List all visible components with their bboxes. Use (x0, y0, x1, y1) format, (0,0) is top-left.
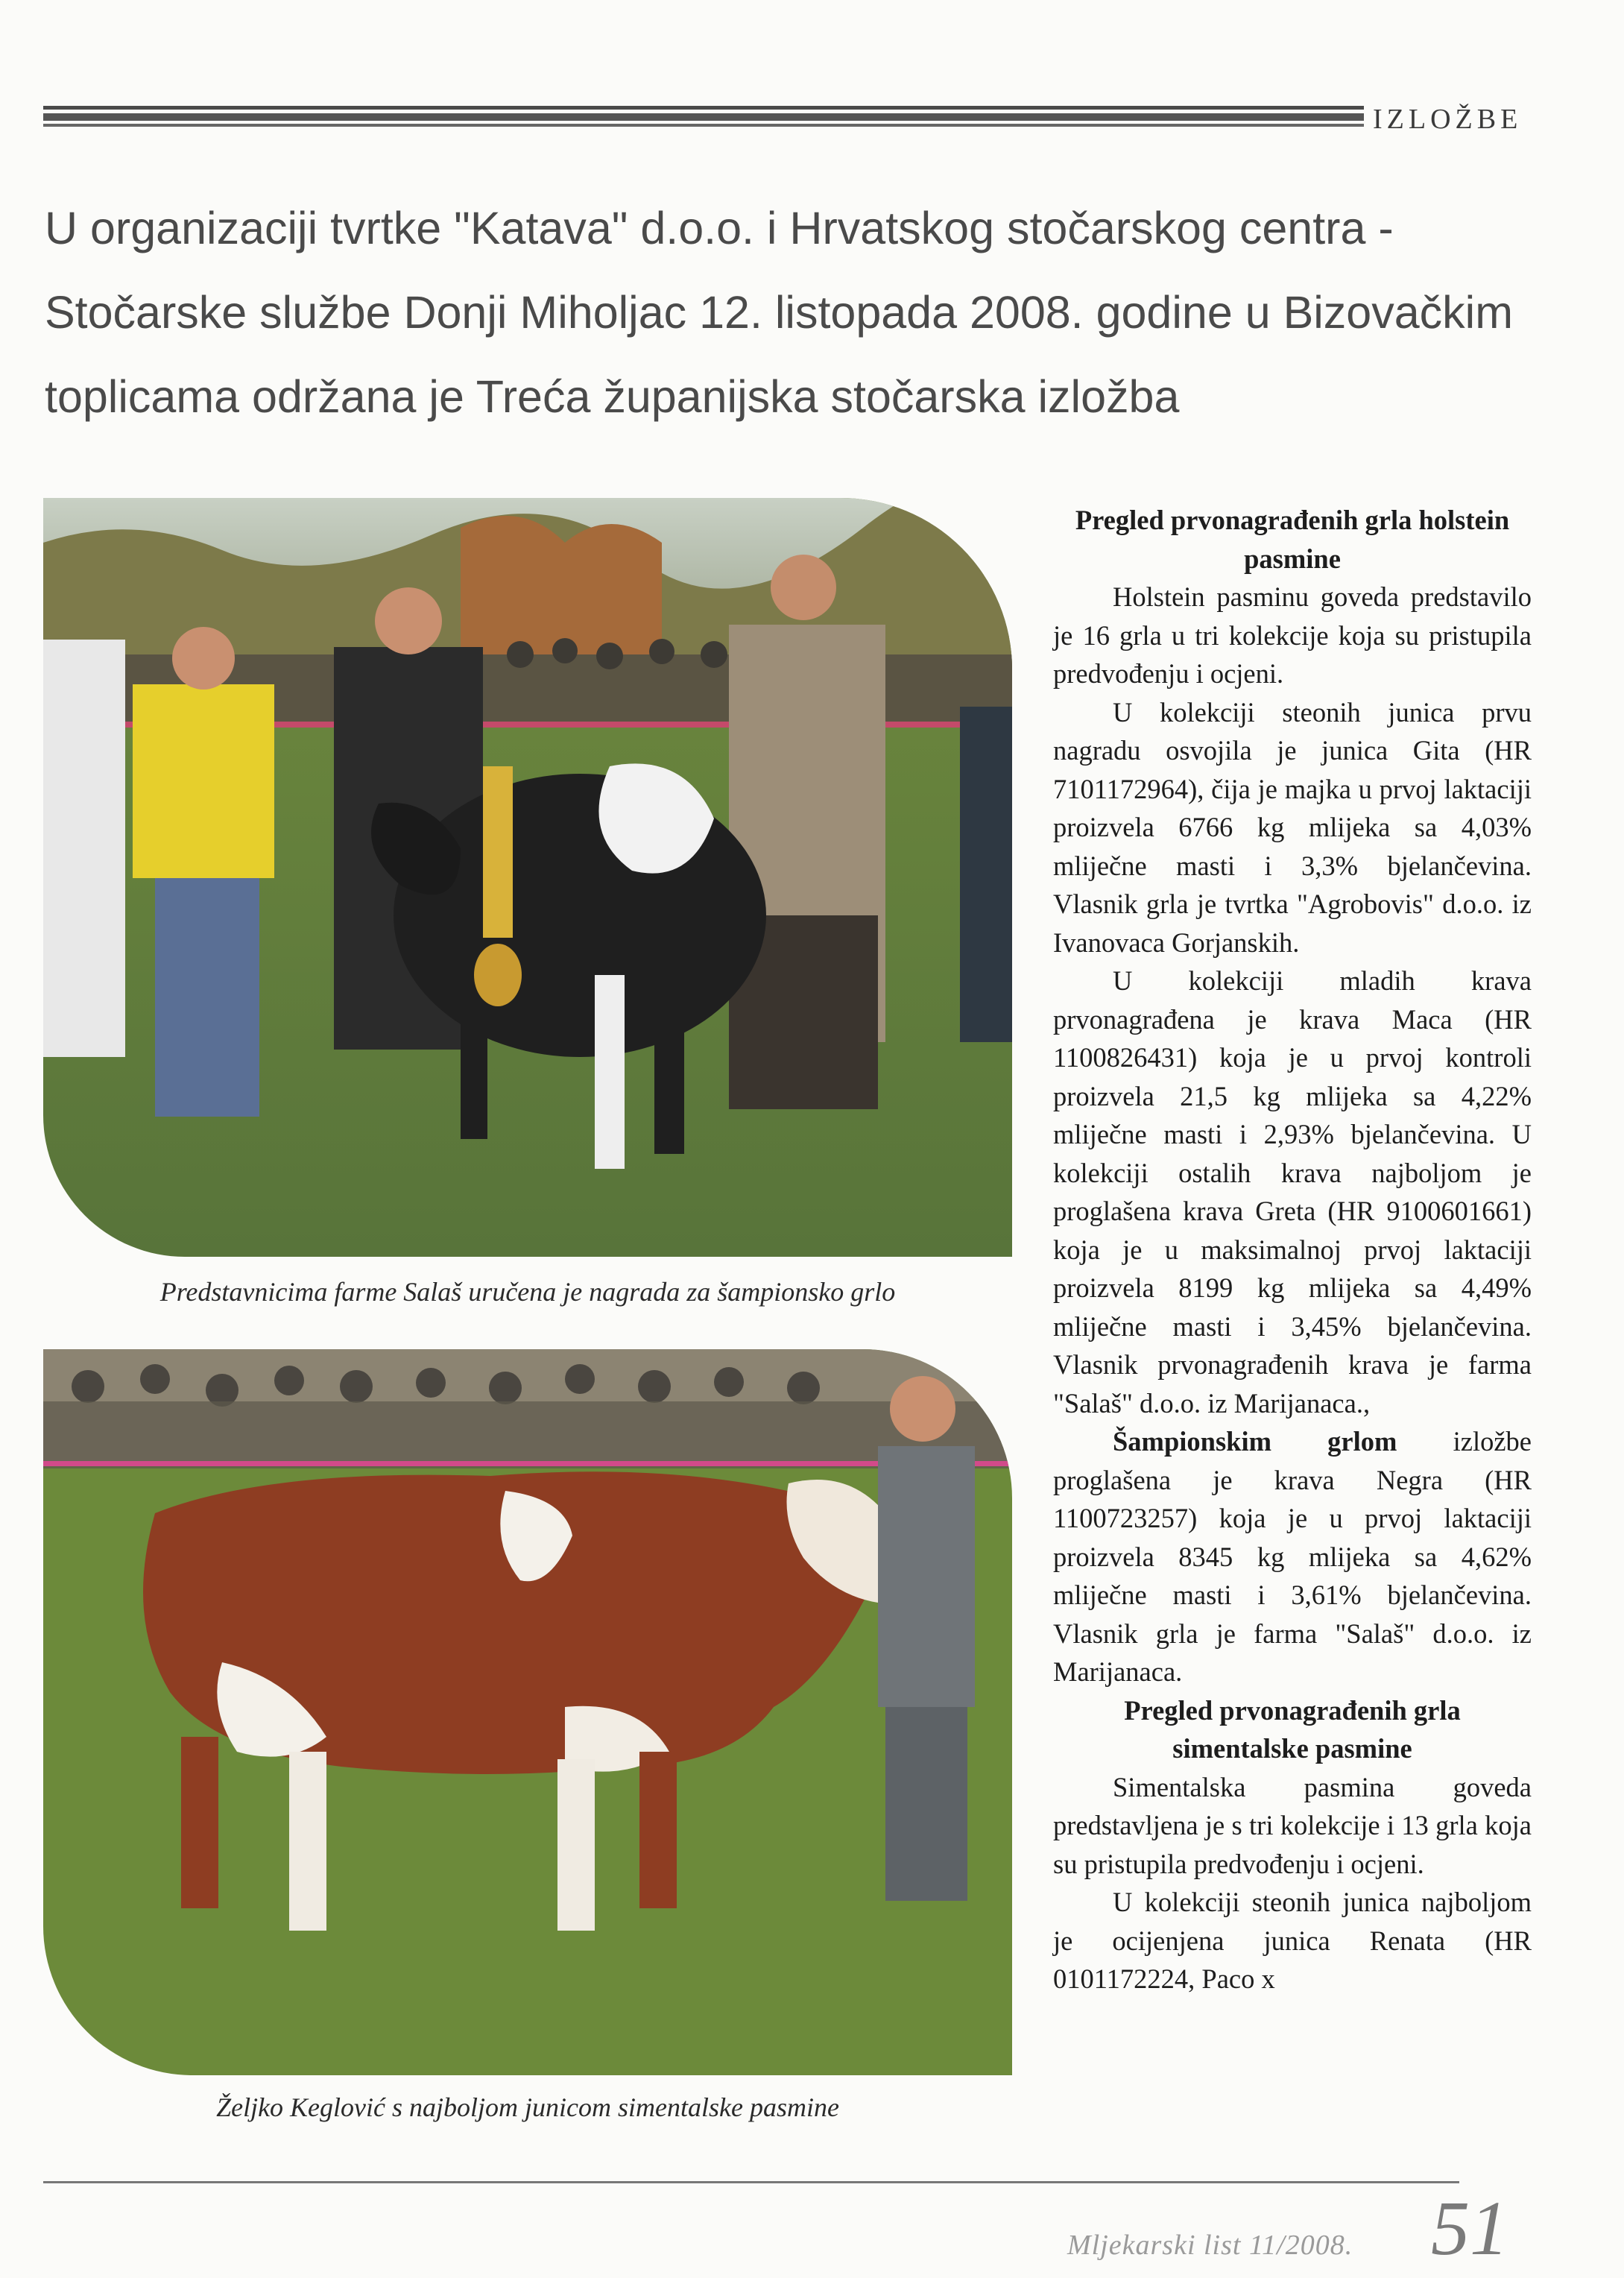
footer-rule (43, 2181, 1459, 2183)
article-column (1053, 501, 1532, 1998)
header-rule-bottom (43, 124, 1364, 127)
simental-heading: Pregled prvonagrađenih grla simentalske pasmine (1124, 1694, 1461, 1764)
header-rule-middle (43, 113, 1364, 121)
header-rule-top (43, 106, 1364, 110)
photo-holstein-image (43, 498, 1012, 1257)
footer-journal: Mljekarski list 11/2008. (1067, 2230, 1353, 2261)
headline: U organizaciji tvrtke "Katava" d.o.o. i Hrvatskog stočarskog centra - Stočarske službe Donji Miholjac 12. listopada 2008. godine u Bizovačkim toplicama održana je Treća županijska stočarska izložba (45, 203, 1514, 422)
article-paragraph: U kolekciji mladih krava prvonagrađena je krava Maca (HR 1100826431) koja je u prvoj kontroli proizvela 21,5 kg mlijeka sa 4,22% mliječne masti i 2,93% bjelančevina. U kolekciji ostalih krava najboljom je proglašena krava Greta (HR 9100601661) koja je u maksimalnoj prvoj laktaciji proizvela 8199 kg mlijeka sa 4,49% mliječne masti i 3,45% bjelančevina. Vlasnik prvonagrađenih krava je farma "Salaš" d.o.o. iz Marijanaca., (1053, 965, 1532, 1419)
photo-caption-simental: Željko Keglović s najboljom junicom simentalske pasmine (216, 2092, 839, 2122)
photo-simental-heifer (43, 1349, 1012, 2075)
article-paragraph: Šampionskim grlom izložbe proglašena je krava Negra (HR 1100723257) koja je u prvoj laktaciji proizvela 8345 kg mlijeka sa 4,62% mliječne masti i 3,61% bjelančevina. Vlasnik grla je farma "Salaš" d.o.o. iz Marijanaca. (1053, 1426, 1532, 1687)
photo-caption-holstein: Predstavnicima farme Salaš uručena je nagrada za šampionsko grlo (159, 1277, 896, 1307)
page-number: 51 (1431, 2186, 1508, 2271)
article-paragraph: Holstein pasminu goveda predstavilo je 16 grla u tri kolekcije koja su pristupila predvođenju i ocjeni. (1053, 581, 1532, 689)
article-paragraph: U kolekciji steonih junica najboljom je ocijenjena junica Renata (HR 0101172224, Paco x (1053, 1887, 1532, 1994)
champion-highlight: Šampionskim grlom (1113, 1426, 1397, 1457)
holstein-heading: Pregled prvonagrađenih grla holstein pasmine (1075, 505, 1510, 574)
photo-simental-image (43, 1349, 1012, 2075)
article-paragraph: Simentalska pasmina goveda predstavljena je s tri kolekcije i 13 grla koja su pristupila predvođenju i ocjeni. (1053, 1771, 1532, 1879)
section-label: IZLOŽBE (1373, 104, 1523, 135)
photo-holstein-award (43, 498, 1012, 1257)
article-paragraph: U kolekciji steonih junica prvu nagradu osvojila je junica Gita (HR 7101172964), čija je majka u prvoj laktaciji proizvela 6766 kg mlijeka sa 4,03% mliječne masti i 3,3% bjelančevina. Vlasnik grla je tvrtka "Agrobovis" d.o.o. iz Ivanovaca Gorjanskih. (1053, 696, 1532, 958)
